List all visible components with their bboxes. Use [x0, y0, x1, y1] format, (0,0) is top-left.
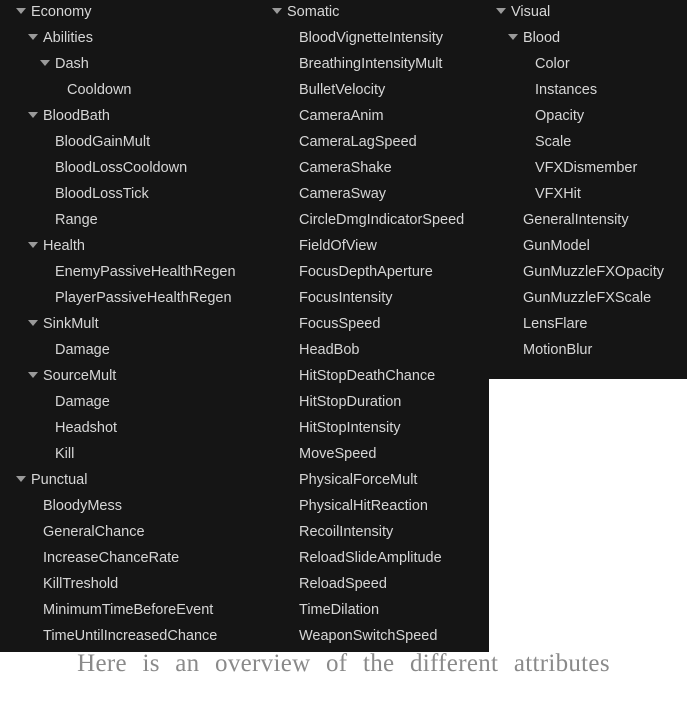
tree-node-label: Cooldown — [67, 82, 132, 98]
tree-node-blood-bath[interactable] — [0, 103, 258, 129]
tree-node-label: TimeUntilIncreasedChance — [43, 628, 218, 644]
tree-node-label: Scale — [535, 134, 572, 150]
tree-node-camera-shake[interactable] — [258, 155, 489, 181]
tree-node-focus-speed[interactable] — [258, 311, 489, 337]
tree-node-blood[interactable] — [489, 25, 687, 51]
tree-node-label: GunMuzzleFXOpacity — [523, 264, 665, 280]
tree-node-cooldown[interactable] — [0, 77, 258, 103]
tree-node-label: VFXDismember — [535, 160, 638, 176]
tree-node-label: FocusIntensity — [299, 290, 393, 306]
tree-node-label: FieldOfView — [299, 238, 377, 254]
tree-node-head-bob[interactable] — [258, 337, 489, 363]
tree-node-gun-muzzle-fxopacity[interactable] — [489, 259, 687, 285]
tree-node-camera-lag-speed[interactable] — [258, 129, 489, 155]
tree-node-label: Somatic — [287, 4, 340, 20]
tree-node-hit-stop-intensity[interactable] — [258, 415, 489, 441]
expand-arrow-icon[interactable] — [28, 112, 38, 118]
tree-node-time-dilation[interactable] — [258, 597, 489, 623]
tree-node-player-passive-health-regen[interactable] — [0, 285, 258, 311]
tree-node-label: CameraShake — [299, 160, 392, 176]
figure-caption: Here is an overview of the different attributes — [77, 650, 610, 677]
tree-node-blood-loss-cooldown[interactable] — [0, 155, 258, 181]
tree-node-label: GeneralIntensity — [523, 212, 629, 228]
tree-node-label: PhysicalHitReaction — [299, 498, 428, 514]
expand-arrow-icon[interactable] — [28, 372, 38, 378]
tree-node-punctual[interactable] — [0, 467, 258, 493]
tree-node-label: Dash — [55, 56, 89, 72]
tree-node-instances[interactable] — [489, 77, 687, 103]
tree-node-label: WeaponSwitchSpeed — [299, 628, 438, 644]
tree-node-field-of-view[interactable] — [258, 233, 489, 259]
tree-node-reload-slide-amplitude[interactable] — [258, 545, 489, 571]
tree-node-label: IncreaseChanceRate — [43, 550, 180, 566]
tree-node-hit-stop-duration[interactable] — [258, 389, 489, 415]
tree-node-label: Blood — [523, 30, 561, 46]
tree-node-label: HitStopIntensity — [299, 420, 401, 436]
tree-node-label: Headshot — [55, 420, 118, 436]
tree-node-label: BloodBath — [43, 108, 110, 124]
expand-arrow-icon[interactable] — [496, 8, 506, 14]
tree-node-gun-muzzle-fxscale[interactable] — [489, 285, 687, 311]
tree-node-label: EnemyPassiveHealthRegen — [55, 264, 236, 280]
tree-node-focus-depth-aperture[interactable] — [258, 259, 489, 285]
tree-node-label: LensFlare — [523, 316, 588, 332]
tree-node-label: Kill — [55, 446, 75, 462]
tree-node-label: Punctual — [31, 472, 88, 488]
expand-arrow-icon[interactable] — [16, 8, 26, 14]
tree-node-source-mult[interactable] — [0, 363, 258, 389]
tree-node-label: KillTreshold — [43, 576, 119, 592]
tree-node-physical-hit-reaction[interactable] — [258, 493, 489, 519]
expand-arrow-icon[interactable] — [272, 8, 282, 14]
expand-arrow-icon[interactable] — [40, 60, 50, 66]
tree-node-label: Health — [43, 238, 85, 254]
tree-node-focus-intensity[interactable] — [258, 285, 489, 311]
tree-node-recoil-intensity[interactable] — [258, 519, 489, 545]
tree-node-damage[interactable] — [0, 389, 258, 415]
tree-node-bloody-mess[interactable] — [0, 493, 258, 519]
tree-node-weapon-switch-speed[interactable] — [258, 623, 489, 649]
expand-arrow-icon[interactable] — [508, 34, 518, 40]
tree-node-blood-vignette-intensity[interactable] — [258, 25, 489, 51]
tree-node-breathing-intensity-mult[interactable] — [258, 51, 489, 77]
tree-node-label: GeneralChance — [43, 524, 145, 540]
tree-node-abilities[interactable] — [0, 25, 258, 51]
tree-node-label: CameraSway — [299, 186, 387, 202]
tree-node-headshot[interactable] — [0, 415, 258, 441]
tree-node-kill-treshold[interactable] — [0, 571, 258, 597]
tree-node-dash[interactable] — [0, 51, 258, 77]
tree-node-label: BloodyMess — [43, 498, 122, 514]
economy-tree-panel — [0, 0, 258, 652]
tree-node-label: Range — [55, 212, 98, 228]
tree-node-lens-flare[interactable] — [489, 311, 687, 337]
tree-node-label: Abilities — [43, 30, 93, 46]
tree-node-gun-model[interactable] — [489, 233, 687, 259]
tree-node-label: Damage — [55, 394, 110, 410]
expand-arrow-icon[interactable] — [28, 242, 38, 248]
tree-node-label: BloodGainMult — [55, 134, 151, 150]
tree-node-reload-speed[interactable] — [258, 571, 489, 597]
tree-node-label: HitStopDuration — [299, 394, 402, 410]
tree-node-label: FocusSpeed — [299, 316, 381, 332]
tree-node-label: Economy — [31, 4, 92, 20]
tree-node-minimum-time-before-event[interactable] — [0, 597, 258, 623]
tree-node-physical-force-mult[interactable] — [258, 467, 489, 493]
tree-node-enemy-passive-health-regen[interactable] — [0, 259, 258, 285]
tree-node-color[interactable] — [489, 51, 687, 77]
tree-node-economy[interactable] — [0, 0, 258, 25]
tree-node-kill[interactable] — [0, 441, 258, 467]
tree-node-label: FocusDepthAperture — [299, 264, 433, 280]
expand-arrow-icon[interactable] — [28, 320, 38, 326]
tree-node-general-chance[interactable] — [0, 519, 258, 545]
tree-node-label: SourceMult — [43, 368, 117, 384]
tree-node-vfxdismember[interactable] — [489, 155, 687, 181]
somatic-tree-panel — [258, 0, 489, 652]
tree-node-blood-gain-mult[interactable] — [0, 129, 258, 155]
tree-node-scale[interactable] — [489, 129, 687, 155]
tree-node-label: SinkMult — [43, 316, 99, 332]
tree-node-label: BulletVelocity — [299, 82, 386, 98]
tree-node-label: RecoilIntensity — [299, 524, 394, 540]
tree-node-label: BloodLossTick — [55, 186, 149, 202]
tree-node-move-speed[interactable] — [258, 441, 489, 467]
tree-node-time-until-increased-chance[interactable] — [0, 623, 258, 649]
expand-arrow-icon[interactable] — [16, 476, 26, 482]
tree-node-label: Opacity — [535, 108, 585, 124]
visual-tree-panel — [489, 0, 687, 379]
tree-node-label: BloodLossCooldown — [55, 160, 188, 176]
tree-node-label: VFXHit — [535, 186, 581, 202]
tree-node-label: CameraAnim — [299, 108, 384, 124]
tree-node-bullet-velocity[interactable] — [258, 77, 489, 103]
tree-node-general-intensity[interactable] — [489, 207, 687, 233]
tree-node-visual[interactable] — [489, 0, 687, 25]
tree-node-opacity[interactable] — [489, 103, 687, 129]
tree-node-label: MoveSpeed — [299, 446, 377, 462]
tree-node-label: ReloadSpeed — [299, 576, 387, 592]
tree-node-camera-sway[interactable] — [258, 181, 489, 207]
tree-node-camera-anim[interactable] — [258, 103, 489, 129]
expand-arrow-icon[interactable] — [28, 34, 38, 40]
tree-node-label: BreathingIntensityMult — [299, 56, 443, 72]
tree-node-label: MinimumTimeBeforeEvent — [43, 602, 214, 618]
tree-node-somatic[interactable] — [258, 0, 489, 25]
tree-node-health[interactable] — [0, 233, 258, 259]
tree-node-circle-dmg-indicator-speed[interactable] — [258, 207, 489, 233]
tree-node-increase-chance-rate[interactable] — [0, 545, 258, 571]
tree-node-label: GunMuzzleFXScale — [523, 290, 652, 306]
tree-node-label: MotionBlur — [523, 342, 593, 358]
tree-node-label: Color — [535, 56, 570, 72]
tree-node-vfxhit[interactable] — [489, 181, 687, 207]
tree-node-label: Damage — [55, 342, 110, 358]
tree-node-hit-stop-death-chance[interactable] — [258, 363, 489, 389]
tree-node-damage[interactable] — [0, 337, 258, 363]
tree-node-motion-blur[interactable] — [489, 337, 687, 363]
tree-node-label: GunModel — [523, 238, 590, 254]
tree-node-label: BloodVignetteIntensity — [299, 30, 444, 46]
tree-node-label: CameraLagSpeed — [299, 134, 417, 150]
tree-node-sink-mult[interactable] — [0, 311, 258, 337]
tree-node-range[interactable] — [0, 207, 258, 233]
tree-node-label: Instances — [535, 82, 598, 98]
tree-node-label: HitStopDeathChance — [299, 368, 436, 384]
tree-node-label: HeadBob — [299, 342, 360, 358]
tree-node-label: CircleDmgIndicatorSpeed — [299, 212, 465, 228]
tree-node-label: ReloadSlideAmplitude — [299, 550, 442, 566]
tree-node-blood-loss-tick[interactable] — [0, 181, 258, 207]
tree-node-label: PlayerPassiveHealthRegen — [55, 290, 232, 306]
tree-node-label: Visual — [511, 4, 551, 20]
tree-node-label: PhysicalForceMult — [299, 472, 418, 488]
tree-node-label: TimeDilation — [299, 602, 380, 618]
